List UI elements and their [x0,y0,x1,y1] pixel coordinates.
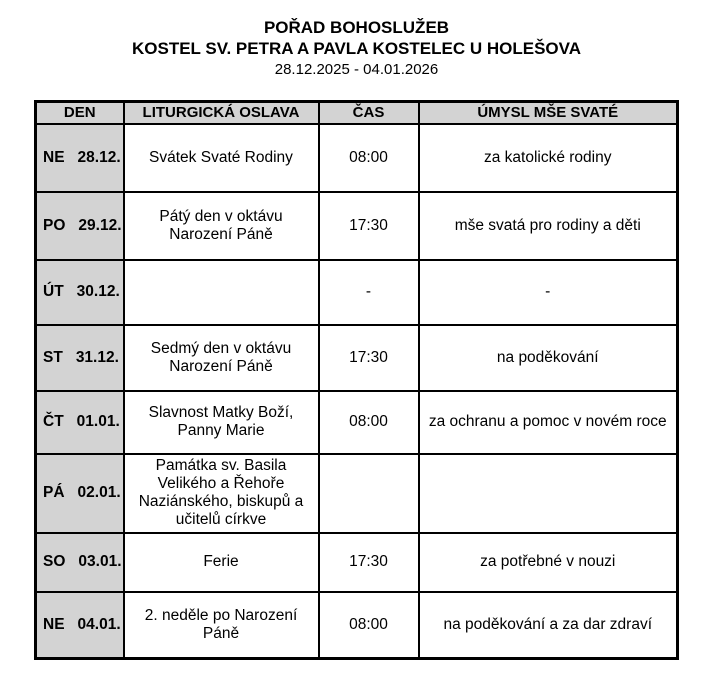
time-cell [319,454,419,533]
day-abbreviation: PO [43,216,66,234]
day-date: 02.01. [77,484,121,501]
celebration-cell: Slavnost Matky Boží, Panny Marie [124,391,319,454]
day-date: 28.12. [77,148,121,166]
day-inner [43,484,123,502]
day-inner [43,283,123,301]
time-cell: 08:00 [319,391,419,454]
celebration-cell: Památka sv. Basila Velikého a Řehoře Naziánského, biskupů a učitelů církve [124,454,319,533]
day-abbreviation: ST [43,348,63,366]
time-cell: 08:00 [319,124,419,192]
table-row [36,325,678,391]
celebration-cell: Pátý den v oktávu Narození Páně [124,192,319,260]
celebration-cell: Svátek Svaté Rodiny [124,124,319,192]
intention-cell: za potřebné v nouzi [419,533,678,592]
column-header-umysl-mse-svate: ÚMYSL MŠE SVATÉ [419,102,678,124]
day-cell [36,325,124,391]
celebration-cell [124,260,319,325]
time-cell: 17:30 [319,325,419,391]
table-row [36,454,678,533]
intention-cell: za ochranu a pomoc v novém roce [419,391,678,454]
table-row [36,533,678,592]
day-abbreviation: NE [43,615,65,633]
day-date: 03.01. [78,553,122,570]
day-cell [36,592,124,659]
page-header [0,0,713,79]
table-row [36,260,678,325]
table-row [36,391,678,454]
schedule-table-body [36,124,678,659]
day-cell [36,533,124,592]
schedule-table-head [36,102,678,124]
celebration-cell: Ferie [124,533,319,592]
column-header-den: DEN [36,102,124,124]
intention-cell: mše svatá pro rodiny a děti [419,192,678,260]
day-date: 29.12. [78,216,122,234]
date-range: 28.12.2025 - 04.01.2026 [274,61,439,78]
day-cell [36,192,124,260]
day-inner [43,217,123,235]
table-row [36,592,678,659]
intention-cell: na poděkování a za dar zdraví [419,592,678,659]
day-abbreviation: SO [43,553,66,570]
time-cell: 08:00 [319,592,419,659]
column-header-cas: ČAS [319,102,419,124]
time-cell: 17:30 [319,533,419,592]
day-cell [36,124,124,192]
day-abbreviation: ČT [43,413,64,430]
table-row [36,192,678,260]
day-cell [36,391,124,454]
day-inner [43,413,123,431]
intention-cell: - [419,260,678,325]
day-inner [43,616,123,634]
schedule-table [34,100,679,660]
day-abbreviation: NE [43,148,65,166]
day-date: 31.12. [75,348,119,366]
day-cell [36,454,124,533]
page-subtitle: KOSTEL SV. PETRA A PAVLA KOSTELEC U HOLEŠOVA [132,39,581,58]
page-title: POŘAD BOHOSLUŽEB [263,18,450,37]
day-inner [43,149,123,167]
day-cell [36,260,124,325]
day-date: 30.12. [76,283,120,300]
day-date: 01.01. [76,413,120,430]
day-abbreviation: PÁ [43,484,65,501]
celebration-cell: Sedmý den v oktávu Narození Páně [124,325,319,391]
intention-cell: za katolické rodiny [419,124,678,192]
intention-cell: na poděkování [419,325,678,391]
table-row [36,124,678,192]
day-inner [43,349,123,367]
celebration-cell: 2. neděle po Narození Páně [124,592,319,659]
day-abbreviation: ÚT [43,283,64,300]
day-inner [43,553,123,571]
column-header-liturgicka-oslava: LITURGICKÁ OSLAVA [124,102,319,124]
intention-cell [419,454,678,533]
day-date: 04.01. [77,615,121,633]
time-cell: - [319,260,419,325]
header-row [36,102,678,124]
time-cell: 17:30 [319,192,419,260]
